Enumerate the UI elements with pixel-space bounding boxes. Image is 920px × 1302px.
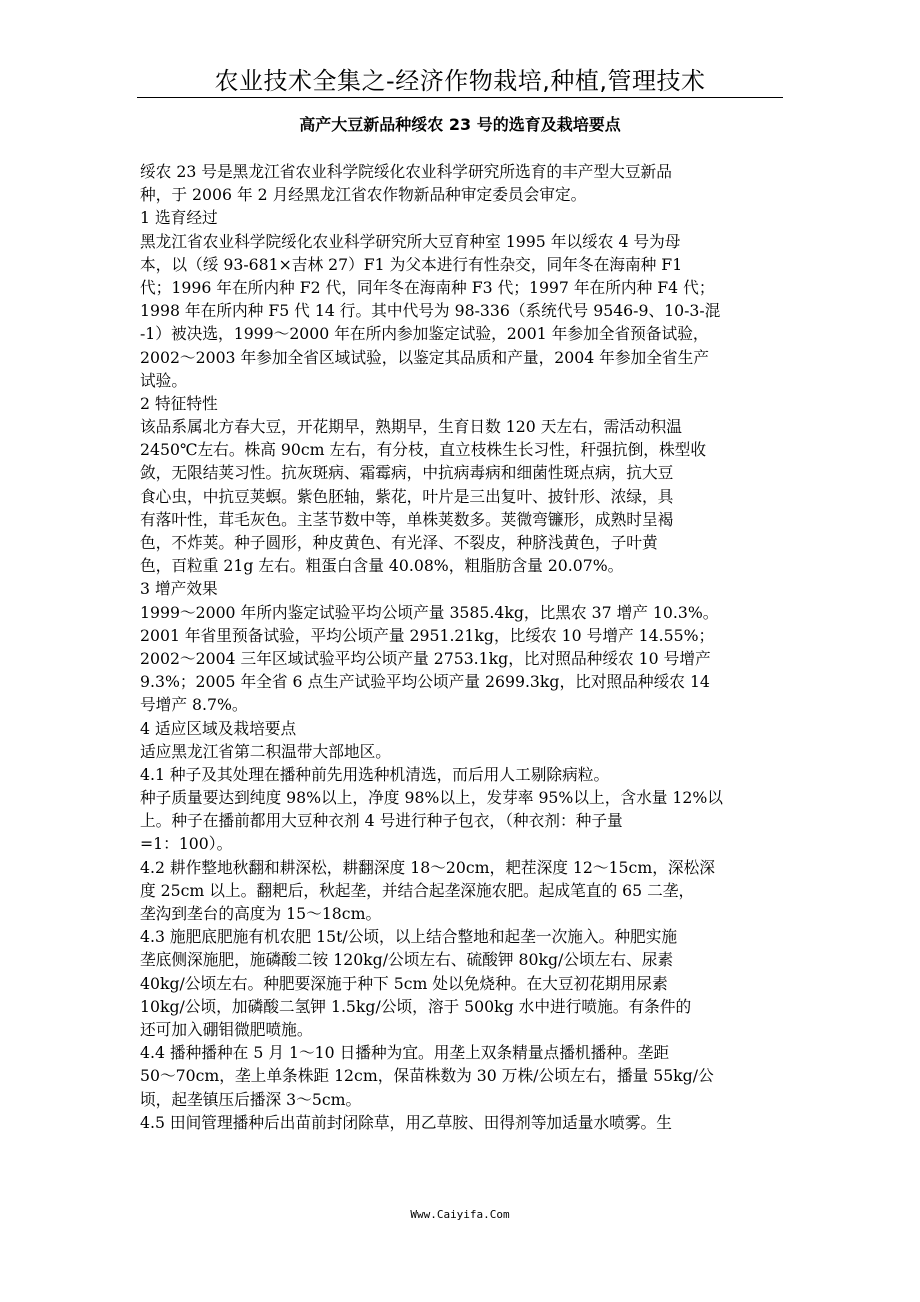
text-line: 1998 年在所内种 F5 代 14 行。其中代号为 98-336（系统代号 9546-9、10-3-混 bbox=[140, 301, 721, 321]
text-line: 垄沟到垄台的高度为 15～18cm。 bbox=[140, 904, 382, 923]
text-line: 绥农 23 号是黑龙江省农业科学院绥化农业科学研究所选育的丰产型大豆新品 bbox=[140, 162, 672, 181]
text-line: 4.4 播种播种在 5 月 1～10 日播种为宜。用垄上双条精量点播机播种。垄距 bbox=[140, 1043, 670, 1063]
text-line: 3 增产效果 bbox=[140, 579, 218, 599]
text-line: 2002～2003 年参加全省区域试验，以鉴定其品质和产量，2004 年参加全省生产 bbox=[140, 347, 709, 367]
text-line: 号增产 8.7%。 bbox=[140, 695, 248, 715]
text-line: 4.5 田间管理播种后出苗前封闭除草，用乙草胺、田得剂等加适量水喷雾。生 bbox=[140, 1112, 672, 1132]
text-line: 4.1 种子及其处理在播种前先用选种机清选，而后用人工剔除病粒。 bbox=[140, 764, 610, 784]
text-line: 2002～2004 三年区域试验平均公顷产量 2753.1kg，比对照品种绥农 10 号增产 bbox=[140, 648, 711, 668]
text-line: 9.3%；2005 年全省 6 点生产试验平均公顷产量 2699.3kg，比对照品种绥农 14 bbox=[140, 672, 710, 692]
text-line: 适应黑龙江省第二积温带大部地区。 bbox=[140, 741, 391, 761]
text-line: 垄底侧深施肥，施磷酸二铵 120kg/公顷左右、硫酸钾 80kg/公顷左右、尿素 bbox=[140, 950, 674, 970]
text-line: 有落叶性，茸毛灰色。主茎节数中等，单株荚数多。荚微弯镰形，成熟时呈褐 bbox=[140, 509, 674, 529]
text-line: 50～70cm，垄上单条株距 12cm，保苗株数为 30 万株/公顷左右，播量 55kg/公 bbox=[140, 1066, 714, 1086]
text-line: 度 25cm 以上。翻耙后，秋起垄，并结合起垄深施农肥。起成笔直的 65 二垄， bbox=[140, 880, 695, 900]
article-title: 高产大豆新品种绥农 23 号的选育及栽培要点 bbox=[299, 115, 621, 134]
text-line: 1 选育经过 bbox=[140, 208, 218, 228]
page-footer: Www.Caiyifa.Com bbox=[410, 1208, 510, 1221]
text-line: 敛，无限结荚习性。抗灰斑病、霜霉病，中抗病毒病和细菌性斑点病，抗大豆 bbox=[140, 463, 674, 483]
text-line: 种子质量要达到纯度 98%以上，净度 98%以上，发芽率 95%以上，含水量 12%以 bbox=[140, 788, 723, 808]
text-line: 代；1996 年在所内种 F2 代，同年冬在海南种 F3 代；1997 年在所内种 F4 代； bbox=[140, 277, 715, 297]
text-line: 种，于 2006 年 2 月经黑龙江省农作物新品种审定委员会审定。 bbox=[140, 185, 587, 205]
text-line: 色，不炸荚。种子圆形，种皮黄色、有光泽、不裂皮，种脐浅黄色，子叶黄 bbox=[140, 533, 658, 552]
text-line: -1）被决选，1999～2000 年在所内参加鉴定试验，2001 年参加全省预备试验， bbox=[140, 324, 709, 344]
text-line: 10kg/公顷，加磷酸二氢钾 1.5kg/公顷，溶于 500kg 水中进行喷施。有条件的 bbox=[140, 996, 692, 1016]
text-line: 食心虫，中抗豆荚螟。紫色胚轴，紫花，叶片是三出复叶、披针形、浓绿，具 bbox=[140, 486, 674, 506]
text-line: 2 特征特性 bbox=[140, 393, 218, 413]
text-line: 2450℃左右。株高 90cm 左右，有分枝，直立枝株生长习性，秆强抗倒，株型收 bbox=[140, 440, 707, 460]
text-line: 2001 年省里预备试验，平均公顷产量 2951.21kg，比绥农 10 号增产 14.55%； bbox=[140, 625, 715, 645]
text-line: 4 适应区域及栽培要点 bbox=[140, 718, 297, 738]
text-line: 该品系属北方春大豆，开花期早，熟期早，生育日数 120 天左右，需活动积温 bbox=[140, 417, 682, 437]
text-line: 4.2 耕作整地秋翻和耕深松，耕翻深度 18～20cm，耙茬深度 12～15cm，深松深 bbox=[140, 857, 715, 877]
text-line: 4.3 施肥底肥施有机农肥 15t/公顷，以上结合整地和起垄一次施入。种肥实施 bbox=[140, 927, 678, 947]
text-line: 还可加入硼钼微肥喷施。 bbox=[140, 1019, 313, 1039]
text-line: 试验。 bbox=[140, 370, 188, 390]
text-line: 黑龙江省农业科学院绥化农业科学研究所大豆育种室 1995 年以绥农 4 号为母 bbox=[140, 231, 681, 251]
text-line: 1999～2000 年所内鉴定试验平均公顷产量 3585.4kg，比黑农 37 增产 10.3%。 bbox=[140, 602, 719, 622]
page-header: 农业技术全集之-经济作物栽培,种植,管理技术 bbox=[137, 66, 783, 98]
text-line: 色，百粒重 21g 左右。粗蛋白含量 40.08%，粗脂肪含量 20.07%。 bbox=[140, 556, 624, 576]
article-body bbox=[140, 160, 780, 1134]
text-line: =1：100）。 bbox=[140, 834, 233, 854]
text-line: 上。种子在播前都用大豆种衣剂 4 号进行种子包衣，（种衣剂：种子量 bbox=[140, 811, 623, 831]
text-line: 本，以（绥 93-681×吉林 27）F1 为父本进行有性杂交，同年冬在海南种 F1 bbox=[140, 254, 683, 274]
text-line: 顷，起垄镇压后播深 3～5cm。 bbox=[140, 1089, 362, 1109]
text-line: 40kg/公顷左右。种肥要深施于种下 5cm 处以免烧种。在大豆初花期用尿素 bbox=[140, 973, 668, 993]
